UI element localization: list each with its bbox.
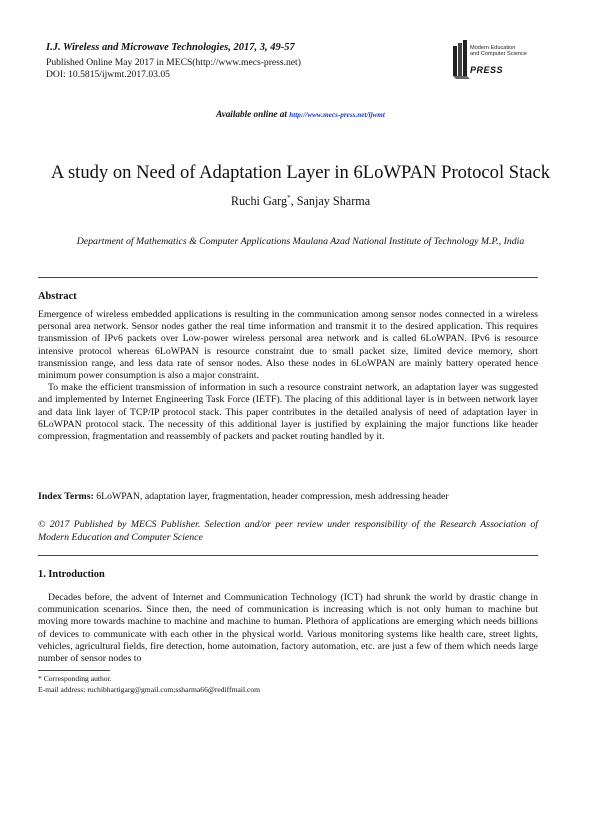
introduction-paragraph-1: Decades before, the advent of Internet and Communication Technology (ICT) had shrunk the world by drastic change in communication scenarios. Since then, the need of communication is increasing which is not only human to machine but moving more towards machine to machine and machine to human. Plethora of applications are emerging which needs billions of devices to communicate with each other in the physical world. Various monitoring systems like health care, street lights, vehicles, agricultural fields, fire detection, home automation, factory automation, etc. are just a few of them which needs large number of sensor nodes to [38, 592, 538, 665]
journal-link[interactable]: http://www.mecs-press.net/ijwmt [289, 111, 385, 119]
abstract-paragraph-2: To make the efficient transmission of information in such a resource constraint network, an adaptation layer was suggested and implemented by Internet Engineering Task Force (IETF). The placing of this additional layer is in between network layer and data link layer of TCP/IP protocol stack. This paper contributes in the detailed analysis of need of adaptation layer in 6LoWPAN protocol stack. The necessity of this additional layer is justified by explaining the major functions like header compression, fragmentation and reassembly of packets and packet routing handled by it. [38, 382, 538, 443]
abstract-heading: Abstract [38, 291, 77, 302]
author-separator: , [290, 194, 297, 209]
logo-line-1: Modern Education [470, 45, 516, 51]
doi: DOI: 10.5815/ijwmt.2017.03.05 [46, 69, 170, 80]
journal-citation: I.J. Wireless and Microwave Technologies, 2017, 3, 49-57 [46, 42, 295, 53]
book-stack-icon [452, 40, 472, 80]
footnote-divider [38, 670, 110, 671]
introduction-body [38, 592, 538, 665]
index-terms [38, 491, 538, 502]
abstract-body [38, 309, 538, 443]
introduction-heading: 1. Introduction [38, 569, 105, 580]
corresponding-mark: * [287, 194, 291, 202]
index-terms-text: 6LoWPAN, adaptation layer, fragmentation, header compression, mesh addressing header [93, 491, 449, 502]
available-label: Available online at [216, 109, 287, 119]
authors [0, 194, 601, 209]
index-terms-label: Index Terms: [38, 491, 94, 502]
logo-line-2: and Computer Science [470, 51, 527, 58]
paper-title: A study on Need of Adaptation Layer in 6LoWPAN Protocol Stack [50, 162, 551, 183]
copyright-notice: © 2017 Published by MECS Publisher. Selection and/or peer review under responsibility of the Research Association of Modern Education and Computer Science [38, 519, 538, 543]
affiliation: Department of Mathematics & Computer Applications Maulana Azad National Institute of Technology M.P., India [76, 236, 525, 247]
logo-press: PRESS [470, 65, 504, 75]
footnote-corresponding: * Corresponding author. [38, 674, 112, 683]
divider-top [38, 277, 538, 278]
abstract-paragraph-1: Emergence of wireless embedded applications is resulting in the communication among sensor nodes connected in a wireless personal area network. Sensor nodes gather the real time information and transmit it to the desired application. This requires transmission of IPv6 packets over Low-power wireless personal area network and is called 6LoWPAN. IPv6 is resource intensive protocol whereas 6LoWPAN is resource constraint due to small packet size, limited device memory, short transmission range, and less data rate of sensor nodes. Also these nodes in 6LoWPAN are mainly battery operated hence minimum power consumption is also a major constraint. [38, 309, 538, 382]
footnote-email: E-mail address: ruchibhartigarg@gmail.com;ssharma66@rediffmail.com [38, 685, 261, 694]
author-1: Ruchi Garg [230, 194, 288, 209]
available-online [0, 109, 601, 119]
divider-bottom [38, 555, 538, 556]
publication-info: Published Online May 2017 in MECS(http://www.mecs-press.net) [46, 57, 301, 68]
publisher-logo [452, 38, 564, 84]
author-2: Sanjay Sharma [296, 194, 371, 209]
